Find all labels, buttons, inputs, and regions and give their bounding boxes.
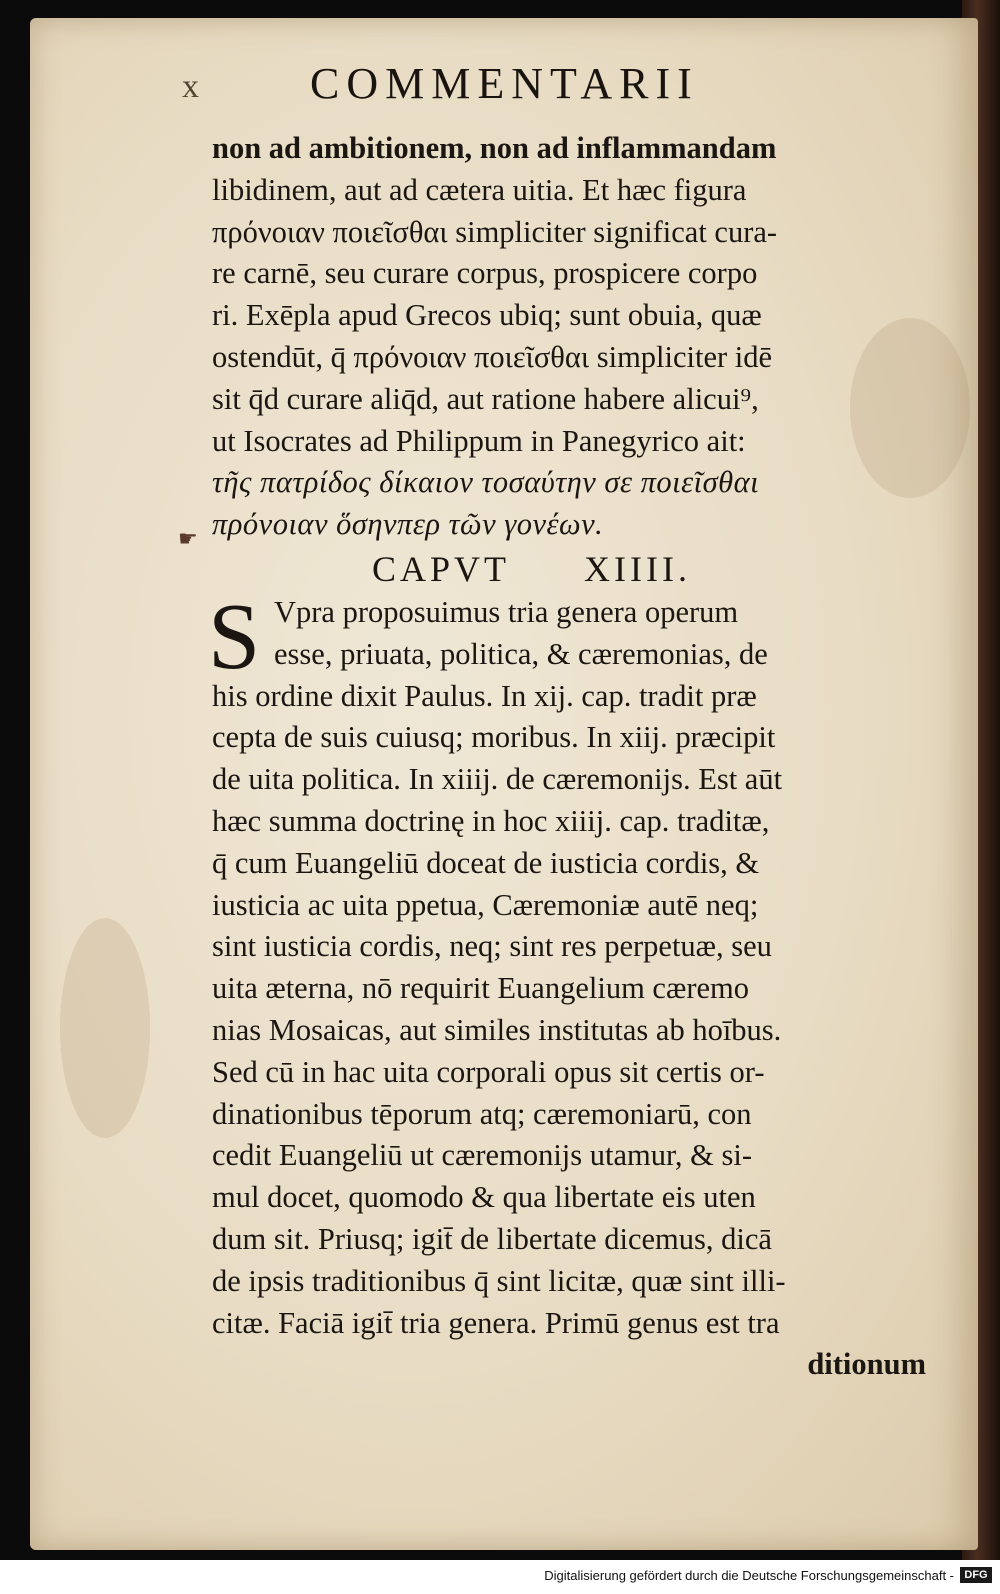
text-line: dum sit. Priusq; igit̄ de libertate dicemus, dicā (212, 1221, 772, 1256)
text-line: dinationibus tēporum atq; cæremoniarū, con (212, 1096, 752, 1131)
text-line: ri. Exēpla apud Grecos ubiq; sunt obuia, quæ (212, 298, 762, 333)
drop-cap: S (208, 584, 261, 689)
digitization-footer (0, 1560, 1000, 1594)
catchword: ditionum (807, 1347, 926, 1382)
text-line: iusticia ac uita ppetua, Cæremoniæ autē neq; (212, 887, 759, 922)
text-line: sint iusticia cordis, neq; sint res perpetuæ, seu (212, 929, 772, 964)
text-line: πρόνοιαν ποιεῖσθαι simpliciter significat cura- (212, 214, 778, 249)
text-line: uita æterna, nō requirit Euangelium cæremo (212, 971, 749, 1006)
book-page (30, 18, 978, 1550)
text-line: re carnē, seu curare corpus, prospicere corpo (212, 256, 758, 291)
text-line: nias Mosaicas, aut similes institutas ab hoībus. (212, 1012, 782, 1047)
text-line: q̄ cum Euangeliū doceat de iusticia cordis, & (212, 845, 760, 880)
chapter-word: CAPVT (372, 548, 511, 589)
text-line: non ad ambitionem, non ad inflammandam (212, 131, 777, 165)
text-line: de ipsis traditionibus q̄ sint licitæ, quæ sint illi- (212, 1263, 786, 1298)
text-line: cedit Euangeliū ut cæremonijs utamur, & si- (212, 1138, 753, 1173)
greek-quote-line: πρόνοιαν ὅσηνπερ τῶν γονέων. (212, 507, 604, 542)
text-line: his ordine dixit Paulus. In xij. cap. tradit præ (212, 678, 757, 713)
text-line: hæc summa doctrinę in hoc xiiij. cap. traditæ, (212, 803, 770, 838)
text-line: Sed cū in hac uita corporali opus sit certis or- (212, 1054, 765, 1089)
page-header (30, 58, 978, 118)
dfg-logo: DFG (960, 1567, 992, 1583)
manicule-icon: ☛ (178, 526, 198, 551)
chapter-numeral: XIIII. (584, 548, 691, 589)
running-title: COMMENTARII (310, 59, 699, 108)
text-line: ostendūt, q̄ πρόνοιαν ποιεῖσθαι simpliciter idē (212, 339, 773, 374)
text-line: citæ. Faciā igit̄ tria genera. Primū genus est tra (212, 1305, 780, 1340)
chapter-paragraph (208, 584, 932, 1386)
text-line: libidinem, aut ad cætera uitia. Et hæc figura (212, 172, 747, 207)
paper-stain (60, 918, 150, 1138)
text-line: ut Isocrates ad Philippum in Panegyrico ait: (212, 423, 746, 458)
text-block (208, 128, 932, 1386)
chapter-heading (372, 546, 932, 592)
text-line: mul docet, quomodo & qua libertate eis uten (212, 1180, 756, 1215)
funding-credit: Digitalisierung gefördert durch die Deutsche Forschungsgemeinschaft - (544, 1568, 954, 1583)
text-line: de uita politica. In xiiij. de cæremonijs. Est aūt (212, 762, 783, 797)
folio-number: x (182, 68, 201, 105)
text-line: sit q̄d curare aliq̄d, aut ratione habere alicui⁹, (212, 381, 759, 416)
text-line: cepta de suis cuiusq; moribus. In xiij. præcipit (212, 720, 776, 755)
text-line: Vpra proposuimus tria genera operum (274, 594, 739, 629)
greek-quote-line: τῆς πατρίδος δίκαιον τοσαύτην σε ποιεῖσθαι (212, 465, 760, 500)
text-line: esse, priuata, politica, & cæremonias, de (274, 636, 768, 671)
